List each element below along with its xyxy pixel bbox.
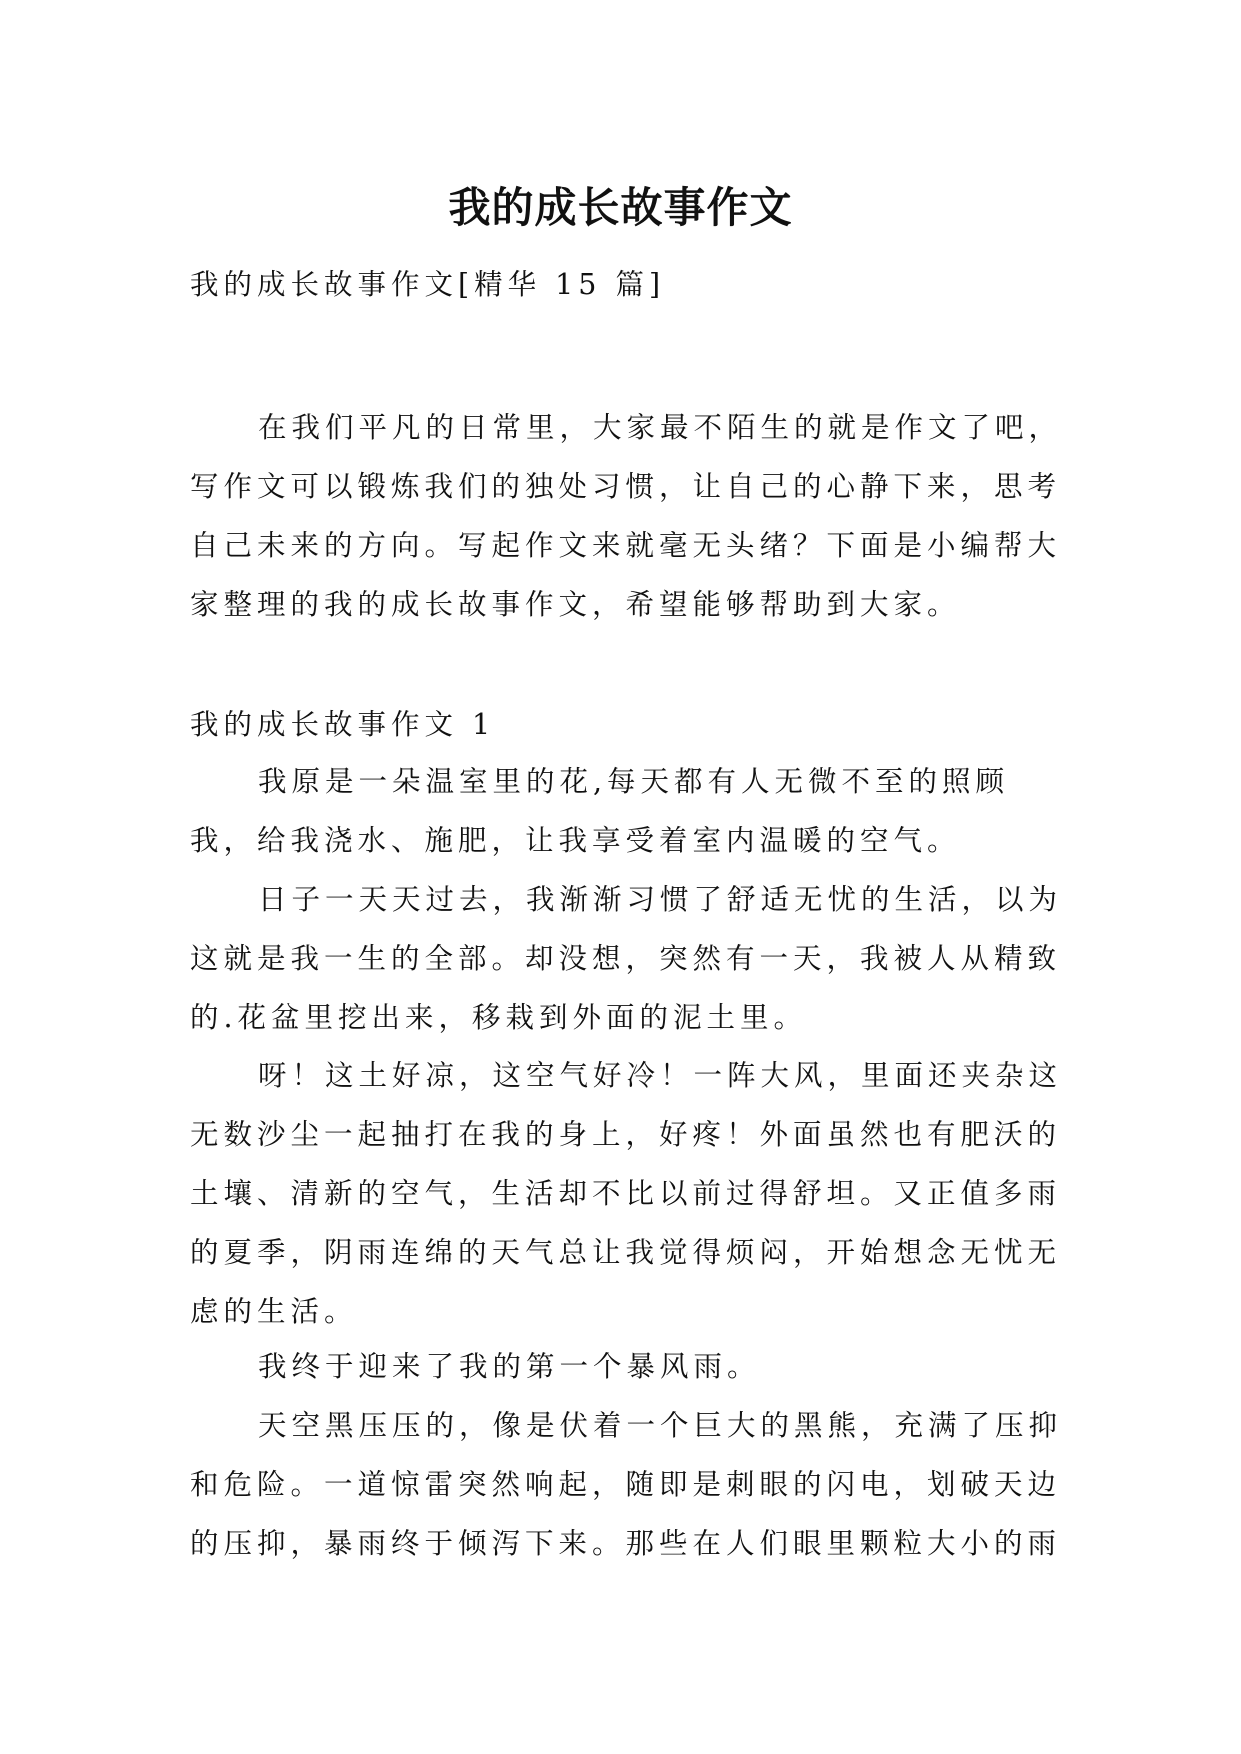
body-paragraph: 我终于迎来了我的第一个暴风雨。	[258, 1350, 761, 1383]
body-paragraph: 天空黑压压的，像是伏着一个巨大的黑熊，充满了压抑和危险。一道惊雷突然响起，随即是刺眼的闪电，划破天边的压抑，暴雨终于倾泻下来。那些在人们眼里颗粒大小的雨	[190, 1409, 1063, 1560]
section-heading: 我的成长故事作文 1	[190, 708, 496, 741]
body-paragraph: 我原是一朵温室里的花,每天都有人无微不至的照顾我，给我浇水、施肥，让我享受着室内温暖的空气。	[190, 765, 1010, 857]
body-paragraph: 呀！这土好凉，这空气好冷！一阵大风，里面还夹杂这无数沙尘一起抽打在我的身上，好疼！外面虽然也有肥沃的土壤、清新的空气，生活却不比以前过得舒坦。又正值多雨的夏季，阴雨连绵的天气总让我觉得烦闷，开始想念无忧无虑的生活。	[190, 1059, 1063, 1328]
document-title: 我的成长故事作文	[448, 183, 793, 233]
document-subtitle: 我的成长故事作文[精华 15 篇]	[190, 268, 666, 301]
body-paragraph: 日子一天天过去，我渐渐习惯了舒适无忧的生活，以为这就是我一生的全部。却没想，突然有一天，我被人从精致的.花盆里挖出来，移栽到外面的泥土里。	[190, 883, 1063, 1034]
intro-paragraph: 在我们平凡的日常里，大家最不陌生的就是作文了吧，写作文可以锻炼我们的独处习惯，让自己的心静下来，思考自己未来的方向。写起作文来就毫无头绪？下面是小编帮大家整理的我的成长故事作文，希望能够帮助到大家。	[190, 411, 1063, 621]
